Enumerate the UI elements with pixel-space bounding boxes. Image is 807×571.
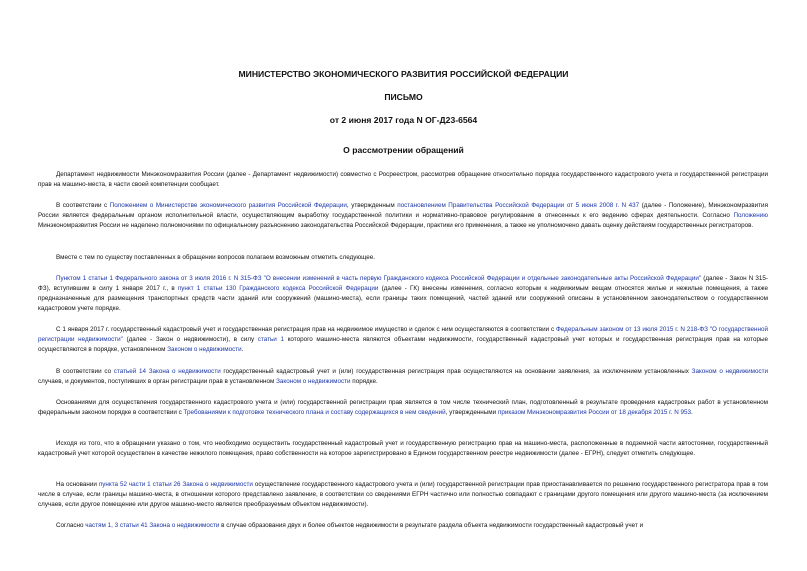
paragraph-law-315 <box>38 274 768 314</box>
legal-reference-link[interactable]: Положению <box>733 212 768 219</box>
legal-reference-link[interactable]: частям 1, 3 статьи 41 Закона о недвижимости <box>85 522 220 529</box>
paragraph-text: В соответствии с <box>56 202 110 209</box>
document-date-number: от 2 июня 2017 года N ОГ-Д23-6564 <box>329 115 478 125</box>
paragraph-text: Департамент недвижимости Минэкономразвития России (далее - Департамент недвижимости) совместно с Росреестром, рассмотрев обращение относительно порядка государственного кадастрового учета и государственной регистрации прав на машино-места, в части своей компетенции сообщает. <box>38 171 768 188</box>
paragraph-article-41 <box>38 521 768 531</box>
paragraph-text: которого машино-места являются объектами недвижимости, государственный кадастровый учет которых и государственная регистрация прав на которые осуществляются в порядке, установленном <box>38 336 768 353</box>
paragraph-text: . <box>691 409 693 416</box>
legal-reference-link[interactable]: Законом о недвижимости <box>276 378 351 385</box>
paragraph-text: порядке. <box>350 378 378 385</box>
legal-reference-link[interactable]: постановлением Правительства Российской Федерации от 5 июня 2008 г. N 437 <box>397 202 640 209</box>
document-type: ПИСЬМО <box>384 92 423 102</box>
paragraph-text: случаев, и документов, поступивших в орган регистрации прав в установленном <box>38 378 277 385</box>
paragraph-text: , утвержденным <box>346 202 398 209</box>
paragraph-text: (далее - Положение), Минэкономразвития России является федеральным органом исполнительной власти, осуществляющим выработку государственной политики и нормативно-правовое регулирование в отнесенных к его ведению сферах деятельности. Согласно <box>38 202 768 219</box>
paragraph-text: . <box>241 346 244 353</box>
ministry-title: МИНИСТЕРСТВО ЭКОНОМИЧЕСКОГО РАЗВИТИЯ РОССИЙСКОЙ ФЕДЕРАЦИИ <box>238 69 569 79</box>
paragraph-article-14 <box>38 367 768 387</box>
legal-reference-link[interactable]: Положением о Министерстве экономического развития Российской Федерации <box>109 202 347 209</box>
legal-reference-link[interactable]: приказом Минэкономразвития России от 18 декабря 2015 г. N 953 <box>497 409 692 416</box>
paragraph-text: Основаниями для осуществления государственного кадастрового учета и (или) государственной регистрации прав является в том числе технический план, подготовленный в результате проведения кадастровых работ в установленном федеральным законом порядке в соответствии с <box>38 399 768 416</box>
paragraph-intro <box>38 170 768 190</box>
legal-reference-link[interactable]: Пунктом 1 статьи 1 Федерального закона от 3 июля 2016 г. N 315-ФЗ "О внесении изменений в часть первую Гражданского кодекса Российской Федерации и отдельные законодательные акты Российской Федерации" <box>56 275 702 282</box>
legal-reference-link[interactable]: пункт 1 статьи 130 Гражданского кодекса Российской Федерации <box>177 285 379 292</box>
paragraph-article-26 <box>38 480 768 510</box>
paragraph-text: Исходя из того, что в обращении указано о том, что необходимо осуществить государственный кадастровый учет и государственную регистрацию прав на машино-места, расположенные в подземной части автостоянки, государственный кадастровый учет которой осуществлен в качестве нежилого помещения, право собственности на которое зарегистрировано в Едином государственном реестре недвижимости (далее - ЕГРН), следует отметить следующее. <box>38 440 768 457</box>
paragraph-text: осуществление государственного кадастрового учета и (или) государственной регистрации прав приостанавливается по решению государственного регистратора прав в том числе в случае, если границы машино-места, в отношении которого представлено заявление, в соответствии со сведениями ЕГРН частично или полностью совпадают с границами другого помещения или другого машино-места (за исключением случаев, если другое помещение или другое машино-место является преобразуемым объектом недвижимости). <box>38 481 768 508</box>
legal-reference-link[interactable]: Законом о недвижимости <box>167 346 242 353</box>
paragraph-text: (далее - ГК) внесены изменения, согласно которым к недвижимым вещам относятся жилые и нежилые помещения, а также предназначенные для размещения транспортных средств части зданий или сооружений (машино-места), если границы таких помещений, частей зданий или сооружений описаны в установленном законодательством о государственном кадастровом учете порядке. <box>38 285 769 312</box>
legal-reference-link[interactable]: статьей 14 Закона о недвижимости <box>113 368 221 375</box>
paragraph-text: в случае образования двух и более объектов недвижимости в результате раздела объекта недвижимости государственный кадастровый учет и <box>219 522 644 529</box>
paragraph-text: (далее - Закон N 315-ФЗ), вступившим в силу 1 января 2017 г., в <box>38 275 768 292</box>
legal-reference-link[interactable]: Федеральным законом от 13 июля 2015 г. N 218-ФЗ "О государственной регистрации недвижимости" <box>38 326 768 343</box>
paragraph-text: В соответствии со <box>56 368 114 375</box>
document-subject: О рассмотрении обращений <box>343 145 464 155</box>
paragraph-note <box>38 253 768 263</box>
legal-reference-link[interactable]: Требованиями к подготовке технического плана и составу содержащихся в нем сведений <box>183 409 446 416</box>
paragraph-law-218 <box>38 325 768 355</box>
paragraph-text: Вместе с тем по существу поставленных в обращении вопросов полагаем возможным отметить следующее. <box>56 254 376 261</box>
legal-reference-link[interactable]: статьи 1 <box>257 336 284 343</box>
paragraph-text: На основании <box>56 481 99 488</box>
paragraph-text: (далее - Закон о недвижимости), в силу <box>122 336 258 343</box>
paragraph-text: , утвержденными <box>445 409 498 416</box>
paragraph-text: С 1 января 2017 г. государственный кадастровый учет и государственная регистрация прав на недвижимое имущество и сделок с ним осуществляются в соответствии с <box>56 326 557 333</box>
legal-reference-link[interactable]: Законом о недвижимости <box>691 368 769 375</box>
paragraph-regulation <box>38 201 768 231</box>
paragraph-text: Минэкономразвития России не наделено полномочиями по официальному разъяснению законодательства Российской Федерации, практики его применения, а также не уполномочено давать оценку действиям государственных регистраторов. <box>38 222 754 229</box>
paragraph-technical-plan <box>38 398 768 418</box>
paragraph-parking <box>38 439 768 459</box>
paragraph-text: государственный кадастровый учет и (или) государственная регистрация прав осуществляются на основании заявления, за исключением установленных <box>220 368 692 375</box>
legal-reference-link[interactable]: пункта 52 части 1 статьи 26 Закона о недвижимости <box>98 481 253 488</box>
paragraph-text: Согласно <box>56 522 86 529</box>
